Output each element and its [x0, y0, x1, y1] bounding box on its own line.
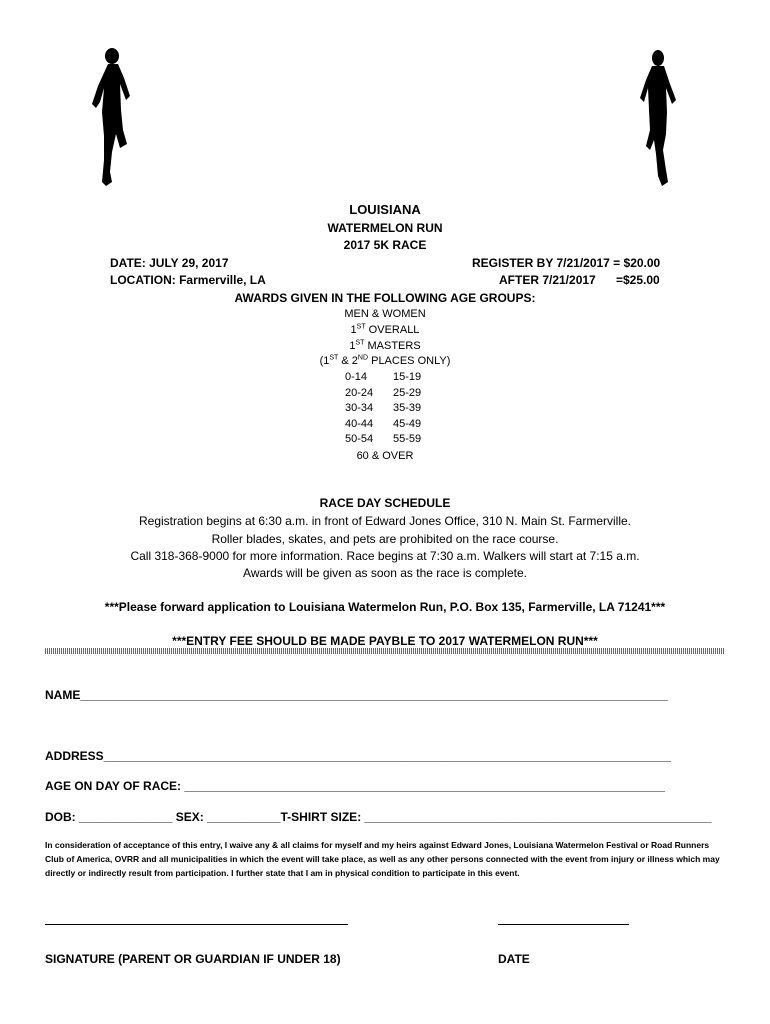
age-group-row	[345, 433, 455, 449]
event-date: DATE: JULY 29, 2017	[110, 256, 229, 270]
age-group-cell: 15-19	[393, 371, 422, 383]
runner-silhouette-icon	[90, 48, 140, 190]
payable-notice: ***ENTRY FEE SHOULD BE MADE PAYBLE TO 2017 WATERMELON RUN***	[172, 634, 598, 648]
liability-waiver: In consideration of acceptance of this entry, I waive any & all claims for myself and my heirs against Edward Jones, Louisiana Watermelon Festival or Road Runners Club of America, OVRR and all municipalities in which the event will take place, as well as any other persons connected with the event from injury or illness which may directly or indirectly result from participation. I further state that I am in physical condition to participate in this event.	[45, 840, 720, 878]
name-field[interactable]: NAME________________________________________________________________________________________	[45, 688, 668, 702]
age-group-cell: 40-44	[345, 417, 374, 430]
awards-masters: 1ST MASTERS	[349, 339, 421, 352]
schedule-line: Registration begins at 6:30 a.m. in front of Edward Jones Office, 310 N. Main St. Farmerville.	[138, 514, 631, 528]
awards-men-women: MEN & WOMEN	[344, 308, 426, 320]
age-group-row	[345, 371, 455, 387]
age-groups-table	[345, 371, 455, 449]
signature-label: SIGNATURE (PARENT OR GUARDIAN IF UNDER 18)	[45, 952, 341, 966]
cut-line-divider	[45, 648, 725, 654]
age-group-cell: 50-54	[345, 433, 374, 445]
schedule-line: Call 318-368-9000 for more information. Race begins at 7:30 a.m. Walkers will start at 7:15 a.m.	[130, 549, 640, 563]
age-group-cell: 0-14	[345, 371, 368, 383]
age-group-row	[345, 387, 455, 403]
signature-line[interactable]	[45, 924, 348, 925]
age-group-cell: 30-34	[345, 402, 374, 414]
awards-places: (1ST & 2ND PLACES ONLY)	[319, 354, 451, 367]
address-field[interactable]: ADDRESS_____________________________________________________________________________________	[45, 749, 671, 763]
register-by-fee: REGISTER BY 7/21/2017 = $20.00	[472, 256, 661, 270]
late-fee-label: AFTER 7/21/2017	[499, 273, 596, 287]
age-group-cell: 45-49	[393, 417, 422, 430]
schedule-line: Awards will be given as soon as the race is complete.	[243, 566, 527, 580]
age-group-cell: 55-59	[393, 433, 422, 445]
awards-overall: 1ST OVERALL	[350, 323, 420, 336]
schedule-line: Roller blades, skates, and pets are prohibited on the race course.	[211, 532, 559, 546]
age-group-row	[345, 418, 455, 434]
schedule-heading: RACE DAY SCHEDULE	[319, 496, 451, 510]
mail-notice: ***Please forward application to Louisiana Watermelon Run, P.O. Box 135, Farmerville, LA 71241***	[104, 600, 666, 614]
late-fee-amount: =$25.00	[616, 273, 660, 287]
date-line[interactable]	[498, 924, 629, 925]
dob-sex-tshirt-field[interactable]: DOB: ______________ SEX: ___________T-SHIRT SIZE: ____________________________________________________	[45, 810, 712, 824]
age-group-cell: 35-39	[393, 402, 422, 414]
awards-heading: AWARDS GIVEN IN THE FOLLOWING AGE GROUPS:	[234, 291, 536, 305]
age-group-cell: 20-24	[345, 386, 374, 399]
title-louisiana: LOUISIANA	[349, 202, 421, 217]
age-group-cell: 25-29	[393, 386, 422, 399]
date-label: DATE	[498, 952, 530, 966]
age-group-60-over: 60 & OVER	[356, 450, 414, 462]
event-location: LOCATION: Farmerville, LA	[110, 273, 266, 287]
title-watermelon-run: WATERMELON RUN	[327, 221, 443, 235]
runner-silhouette-icon	[636, 50, 680, 188]
title-race-year: 2017 5K RACE	[343, 238, 427, 252]
age-on-race-day-field[interactable]: AGE ON DAY OF RACE: ________________________________________________________________________	[45, 779, 665, 793]
age-group-row	[345, 402, 455, 418]
